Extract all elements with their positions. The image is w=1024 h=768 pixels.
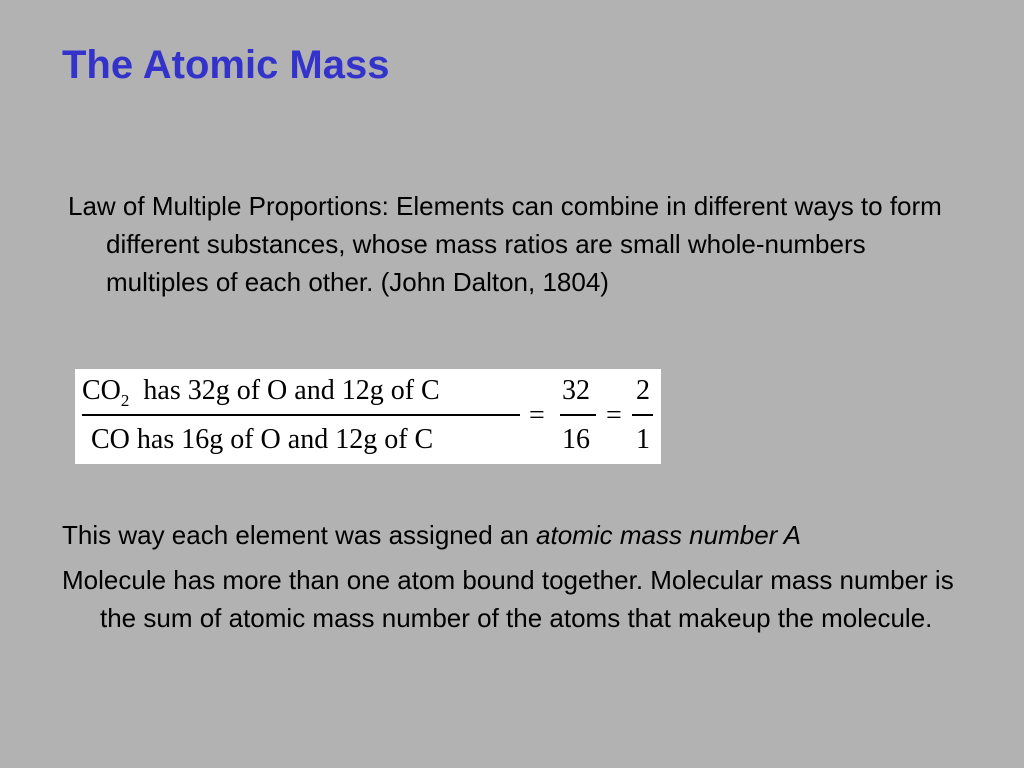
fraction-2-denominator: 1 <box>636 424 650 455</box>
fraction-1-bar <box>560 414 596 416</box>
assigned-paragraph: This way each element was assigned an atomic mass number A <box>62 520 801 550</box>
equals-sign-2: = <box>606 400 622 431</box>
molecule-paragraph: Molecule has more than one atom bound together. Molecular mass number is the sum of atomic mass number of the atoms that makeup the molecule. <box>62 565 954 633</box>
law-paragraph: Law of Multiple Proportions: Elements can combine in different ways to form different substances, whose mass ratios are small whole-numbers multiples of each other. (John Dalton, 1804) <box>68 191 942 297</box>
slide-title: The Atomic Mass <box>62 43 390 87</box>
fraction-1-numerator: 32 <box>562 375 590 406</box>
atomic-mass-number-term: atomic mass number A <box>536 520 801 550</box>
fraction-2-numerator: 2 <box>636 375 650 406</box>
equals-sign: = <box>529 400 545 431</box>
fraction-2-bar <box>632 414 653 416</box>
ratio-equation <box>75 369 661 464</box>
fraction-1-denominator: 16 <box>562 424 590 455</box>
fraction-bar <box>82 414 520 416</box>
numerator-text: $CO_2$ has 32g of O and 12g of C <box>82 375 440 410</box>
denominator-text: CO has 16g of O and 12g of C <box>91 424 434 455</box>
subscript: 2 <box>120 391 130 410</box>
